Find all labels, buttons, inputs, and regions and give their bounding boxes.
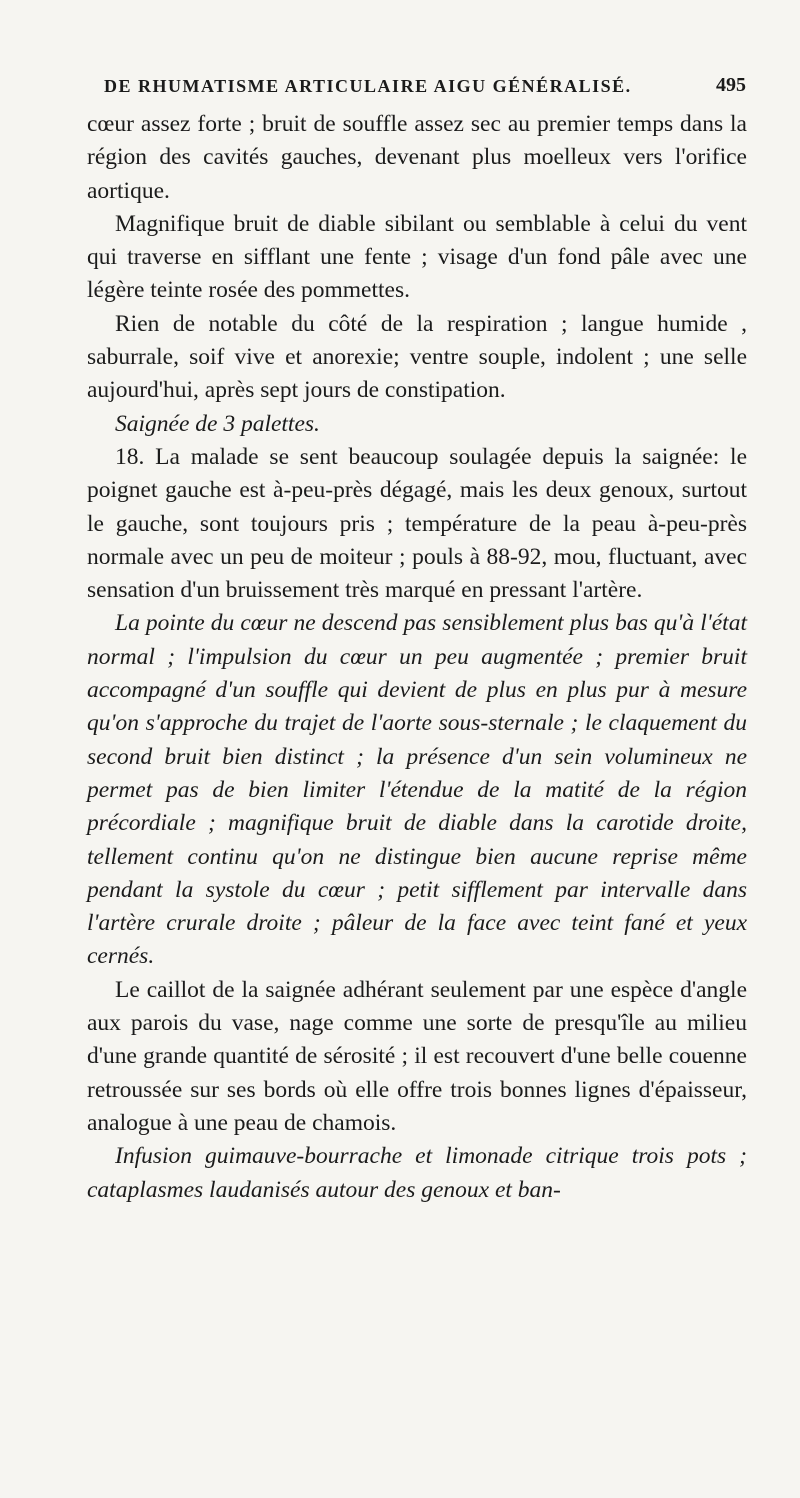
paragraph-respiration: Rien de notable du côté de la respiration ; langue humide , saburrale, soif vive et anorexie; ventre souple, indolent ; une selle aujourd'hui, après sept jours de constipation. — [87, 310, 747, 404]
page-number: 495 — [716, 74, 746, 96]
paragraph-day-18: 18. La malade se sent beaucoup soulagée depuis la saignée: le poignet gauche est à-peu-près dégagé, mais les deux genoux, surtout le gauche, sont toujours pris ; température de la peau à-peu-près normale avec un peu de moiteur ; pouls à 88-92, mou, fluctuant, avec sensation d'un bruissement très marqué en pressant l'artère. — [87, 443, 747, 604]
paragraph-heart-exam: La pointe du cœur ne descend pas sensiblement plus bas qu'à l'état normal ; l'impulsion du cœur un peu augmentée ; premier bruit accompagné d'un souffle qui devient de plus en plus pur à mesure qu'on s'approche du trajet de l'aorte sous-sternale ; le claquement du second bruit bien distinct ; la présence d'un sein volumineux ne permet pas de bien limiter l'étendue de la matité de la région précordiale ; magnifique bruit de diable dans la carotide droite, tellement continu qu'on ne distingue bien aucune reprise même pendant la systole du cœur ; petit sifflement par intervalle dans l'artère crurale droite ; pâleur de la face avec teint fané et yeux cernés. — [87, 610, 747, 970]
paragraph-blood-clot: Le caillot de la saignée adhérant seulement par une espèce d'angle aux parois du vase, nage comme une sorte de presqu'île au milieu d'une grande quantité de sérosité ; il est recouvert d'une belle couenne retroussée sur ses bords où elle offre trois bonnes lignes d'épaisseur, analogue à une peau de chamois. — [87, 976, 747, 1136]
paragraph-treatment: Infusion guimauve-bourrache et limonade citrique trois pots ; cataplasmes laudanisés autour des genoux et ban- — [87, 1143, 747, 1203]
running-header — [104, 76, 746, 106]
paragraph-bloodletting: Saignée de 3 palettes. — [115, 410, 320, 437]
paragraph-heart-sounds: cœur assez forte ; bruit de souffle assez sec au premier temps dans la région des cavités gauches, devenant plus moelleux vers l'orifice aortique. — [87, 111, 747, 204]
running-title: DE RHUMATISME ARTICULAIRE AIGU GÉNÉRALISÉ. — [104, 76, 632, 96]
paragraph-devil-noise: Magnifique bruit de diable sibilant ou semblable à celui du vent qui traverse en sifflant une fente ; visage d'un fond pâle avec une légère teinte rosée des pommettes. — [87, 210, 747, 304]
page-body — [87, 108, 747, 1207]
